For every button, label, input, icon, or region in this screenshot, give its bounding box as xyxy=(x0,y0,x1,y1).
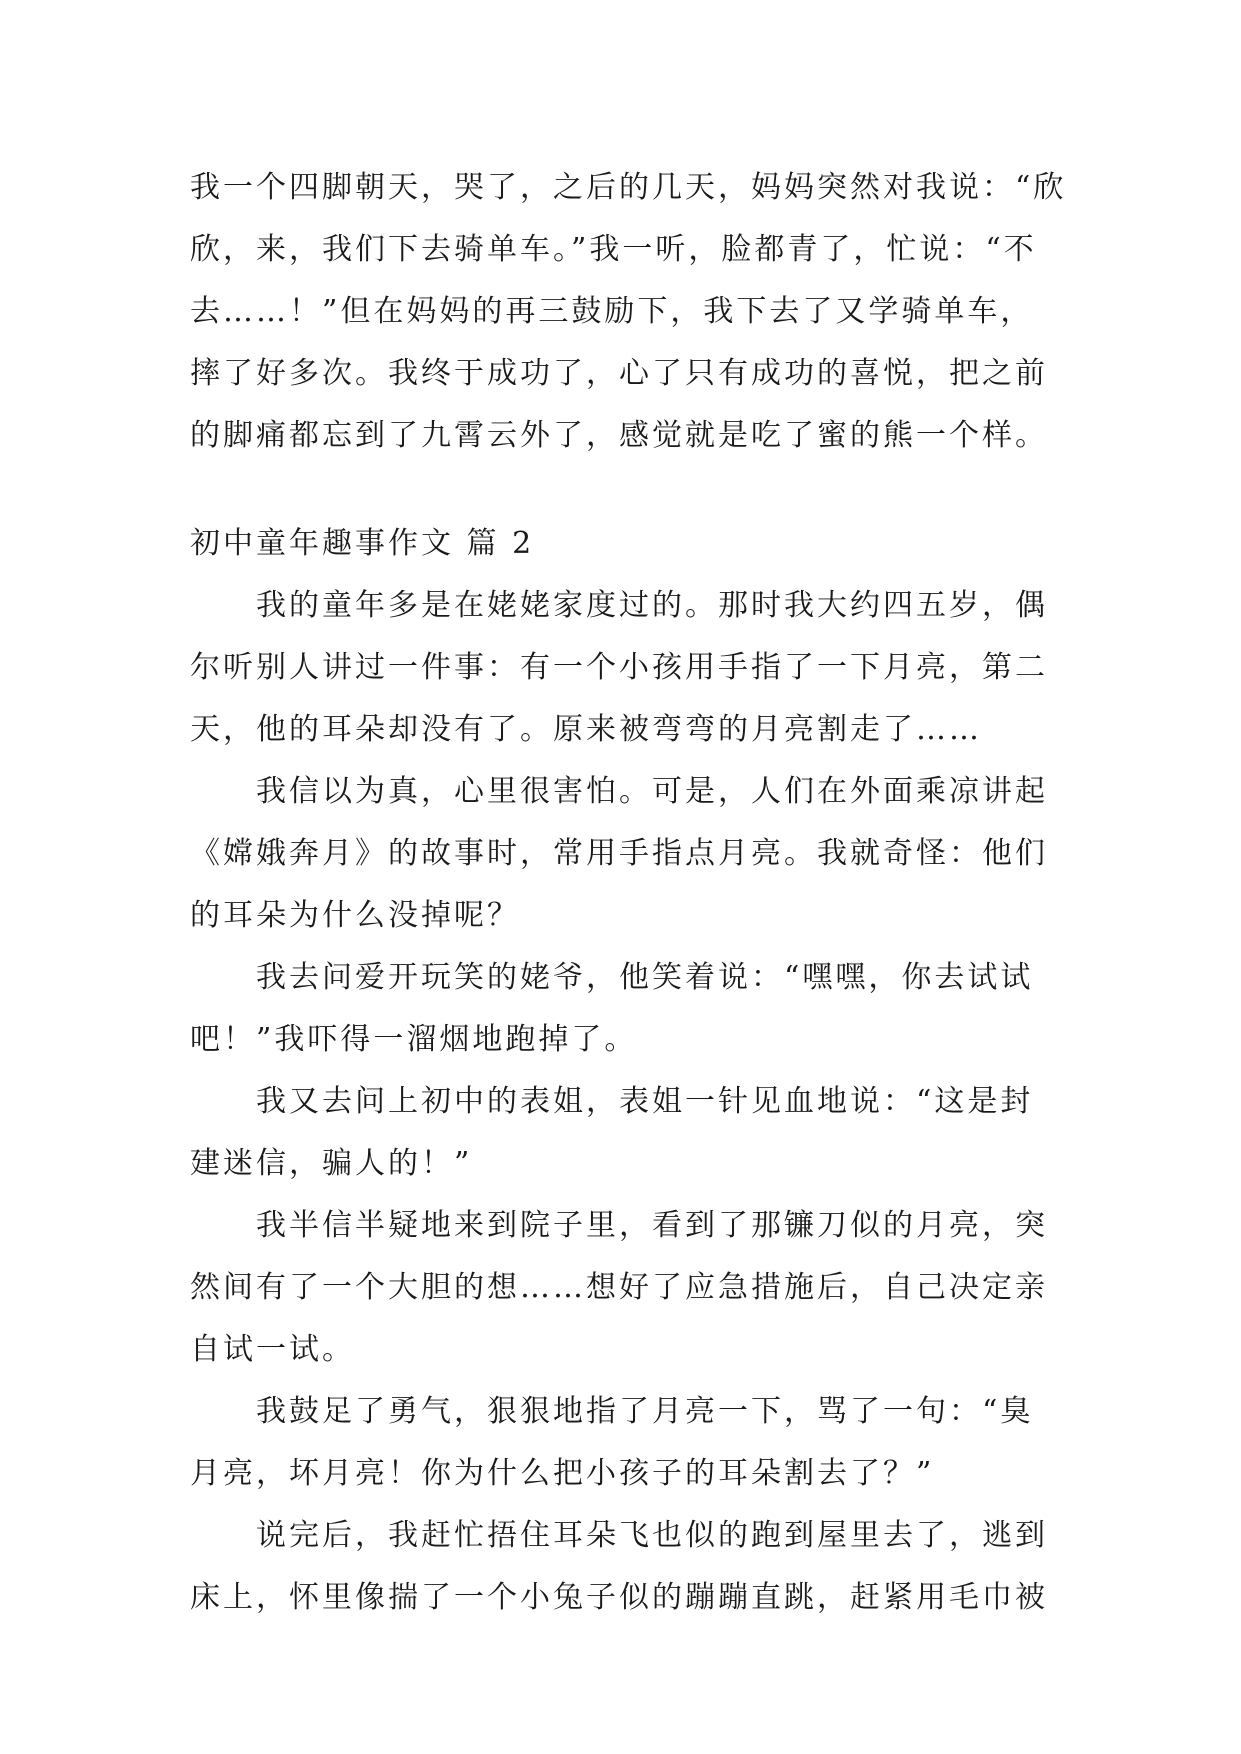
paragraph-first-line: 我信以为真，心里很害怕。可是，人们在外面乘凉讲起 xyxy=(256,774,1048,809)
text-line: 我一个四脚朝天，哭了，之后的几天，妈妈突然对我说：“欣 xyxy=(190,170,1067,205)
text-line: 《嫦娥奔月》的故事时，常用手指点月亮。我就奇怪：他们 xyxy=(190,836,1048,871)
text-line: 月亮，坏月亮！你为什么把小孩子的耳朵割去了？” xyxy=(190,1456,935,1491)
paragraph-first-line: 我去问爱开玩笑的姥爷，他笑着说：“嘿嘿，你去试试 xyxy=(256,960,1034,995)
paragraph-first-line: 我半信半疑地来到院子里，看到了那镰刀似的月亮，突 xyxy=(256,1208,1048,1243)
text-line: 吧！”我吓得一溜烟地跑掉了。 xyxy=(190,1022,638,1057)
paragraph-first-line: 我鼓足了勇气，狠狠地指了月亮一下，骂了一句：“臭 xyxy=(256,1394,1034,1429)
text-line: 欣，来，我们下去骑单车。”我一听，脸都青了，忙说：“不 xyxy=(190,232,1037,267)
section-heading: 初中童年趣事作文 篇 2 xyxy=(190,526,535,561)
paragraph-first-line: 我又去问上初中的表姐，表姐一针见血地说：“这是封 xyxy=(256,1084,1034,1119)
text-line: 尔听别人讲过一件事：有一个小孩用手指了一下月亮，第二 xyxy=(190,650,1048,685)
text-line: 去……！”但在妈妈的再三鼓励下，我下去了又学骑单车， xyxy=(190,294,1034,329)
text-line: 摔了好多次。我终于成功了，心了只有成功的喜悦，把之前 xyxy=(190,356,1048,391)
text-line: 的耳朵为什么没掉呢？ xyxy=(190,898,520,933)
paragraph-first-line: 说完后，我赶忙捂住耳朵飞也似的跑到屋里去了，逃到 xyxy=(256,1518,1048,1553)
text-line: 然间有了一个大胆的想……想好了应急措施后，自己决定亲 xyxy=(190,1270,1048,1305)
text-line: 的脚痛都忘到了九霄云外了，感觉就是吃了蜜的熊一个样。 xyxy=(190,418,1048,453)
text-line: 自试一试。 xyxy=(190,1332,355,1367)
text-line: 天，他的耳朵却没有了。原来被弯弯的月亮割走了…… xyxy=(190,712,982,747)
paragraph-first-line: 我的童年多是在姥姥家度过的。那时我大约四五岁，偶 xyxy=(256,588,1048,623)
text-line: 床上，怀里像揣了一个小兔子似的蹦蹦直跳，赶紧用毛巾被 xyxy=(190,1580,1048,1615)
text-line: 建迷信，骗人的！” xyxy=(190,1146,473,1181)
